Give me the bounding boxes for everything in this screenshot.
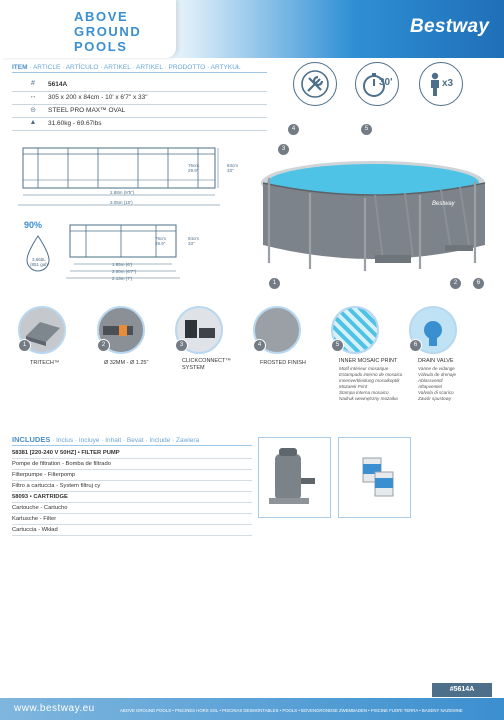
filter-pump-icon [259, 438, 330, 517]
dim-length-outer: 3.05m (10') [110, 200, 133, 205]
spec-weight: 31.60kg - 69.67lbs [48, 120, 102, 127]
includes-row-4: Filtro a cartuccia - System filtruj cy [12, 481, 252, 492]
gallery-badge-6: 6 [409, 339, 422, 352]
end-view-diagram [66, 220, 216, 285]
model-tag: #5614A [432, 683, 492, 697]
spec-row-frame [12, 105, 267, 118]
item-label: ITEM [12, 64, 28, 71]
person-icon [420, 63, 462, 105]
callout-6: 6 [472, 277, 485, 290]
gallery-sub-6: Vanne de vidange Válvula de drenaje Ablassventil Aftapventiel Valvola di scarico Zawór spustowy [418, 366, 457, 401]
weight-icon: ▲ [29, 119, 37, 126]
includes-row-3: Filterpumpe - Filterpomp [12, 470, 252, 481]
includes-title: INCLUDES [12, 435, 51, 444]
gallery-label-6: DRAIN VALVE [418, 358, 454, 364]
footer-categories: ABOVE GROUND POOLS • PISCINES HORS SOL • PISCINAS DESMONTABLES • POOLS • BOVENGRONDSE ZWEMBADEN • PISCINE FUORI TERRA • BASENY NAZIEMNE [120, 708, 463, 713]
item-heading [12, 64, 241, 71]
side-view-diagram [18, 140, 248, 210]
gallery-sub-5: Motif intérieur mosaïque Estampado interno de mosaico Innenverkleidung mosaikoptik Mozaïek Print Stampa interna mosaico Nadruk wewnętrzny mozaika [339, 366, 403, 401]
includes-row-7: Kartusche - Filter [12, 514, 252, 525]
no-tools-feature [293, 62, 337, 106]
gallery-badge-2: 2 [97, 339, 110, 352]
includes-row-1: 58381 [220-240 V 50HZ] • FILTER PUMP [12, 448, 252, 459]
dim-width-1: 1.85m (6') [112, 262, 133, 267]
frame-icon: ⊝ [30, 107, 36, 114]
includes-divider [12, 445, 252, 446]
brand-logo: Bestway [410, 16, 490, 37]
callout-2: 2 [449, 277, 462, 290]
hash-icon: # [31, 80, 35, 87]
people-count-label: x3 [442, 78, 454, 89]
pool-product-image [255, 145, 495, 280]
includes-row-2: Pompe de filtration - Bomba de filtrado [12, 459, 252, 470]
dim-height-inner: 76cm 29.9" [188, 163, 200, 173]
gallery-badge-5: 5 [331, 339, 344, 352]
title-line-3: POOLS [74, 39, 128, 54]
spec-row-model [12, 79, 267, 92]
includes-heading [12, 435, 199, 444]
dim-length-inner: 2.88m (9'5") [110, 190, 135, 195]
callout-5: 5 [360, 123, 373, 136]
water-drop-icon [24, 234, 52, 274]
dim-height-outer: 84cm 33" [227, 163, 239, 173]
dim-height-end-inner: 76cm 29.9" [155, 236, 167, 246]
includes-row-5: 58093 • CARTRIDGE [12, 492, 252, 503]
gallery-label-1: TRITECH™ [30, 360, 60, 366]
gallery-badge-1: 1 [18, 339, 31, 352]
gallery-badge-3: 3 [175, 339, 188, 352]
title-line-1: ABOVE [74, 9, 129, 24]
spec-row-weight [12, 118, 267, 131]
no-tools-icon [294, 63, 336, 105]
dim-width-3: 2.13m (7') [112, 276, 133, 281]
people-feature [419, 62, 463, 106]
filter-pump-image [258, 437, 331, 518]
callout-4: 4 [287, 123, 300, 136]
item-label-translations: · ARTICLE · ARTÍCULO · ARTIKEL · ARTIKEL · PRODOTTO · ARTYKUŁ [27, 64, 241, 71]
gallery-label-5: INNER MOSAIC PRINT [339, 358, 398, 364]
setup-time-feature [355, 62, 399, 106]
spec-model: 5614A [48, 81, 68, 88]
size-arrows-icon: ↔ [29, 93, 37, 100]
capacity-value: 3,665L (851 gal) [30, 257, 48, 267]
fill-percent: 90% [24, 220, 43, 230]
callout-1: 1 [268, 277, 281, 290]
setup-time-label: 30' [379, 77, 393, 88]
gallery-badge-4: 4 [253, 339, 266, 352]
includes-row-6: Cartouche - Cartucho [12, 503, 252, 514]
callout-3: 3 [277, 143, 290, 156]
gallery-label-2: Ø 32MM - Ø 1.25" [104, 360, 149, 366]
cartridge-image [338, 437, 411, 518]
gallery-label-4: FROSTED FINISH [260, 360, 306, 366]
spec-row-size [12, 92, 267, 105]
gallery-label-3: CLICKCONNECT™ SYSTEM [182, 358, 231, 371]
includes-row-8: Cartuccia - Wkład [12, 525, 252, 536]
cartridge-icon [339, 438, 410, 517]
pool-brand-mark: Bestway [432, 201, 455, 207]
spec-frame: STEEL PRO MAX™ OVAL [48, 107, 126, 114]
dim-height-end-outer: 84cm 33" [188, 236, 200, 246]
includes-translations: · Inclus · Incluye · Inhalt · Bevat · Include · Zawiera [50, 437, 200, 444]
spec-size: 305 x 200 x 84cm - 10' x 6'7" x 33" [48, 94, 148, 101]
dim-width-2: 2.00m (6'7") [112, 269, 137, 274]
title-line-2: GROUND [74, 24, 142, 39]
footer-url[interactable]: www.bestway.eu [14, 703, 95, 714]
item-divider [12, 72, 267, 73]
